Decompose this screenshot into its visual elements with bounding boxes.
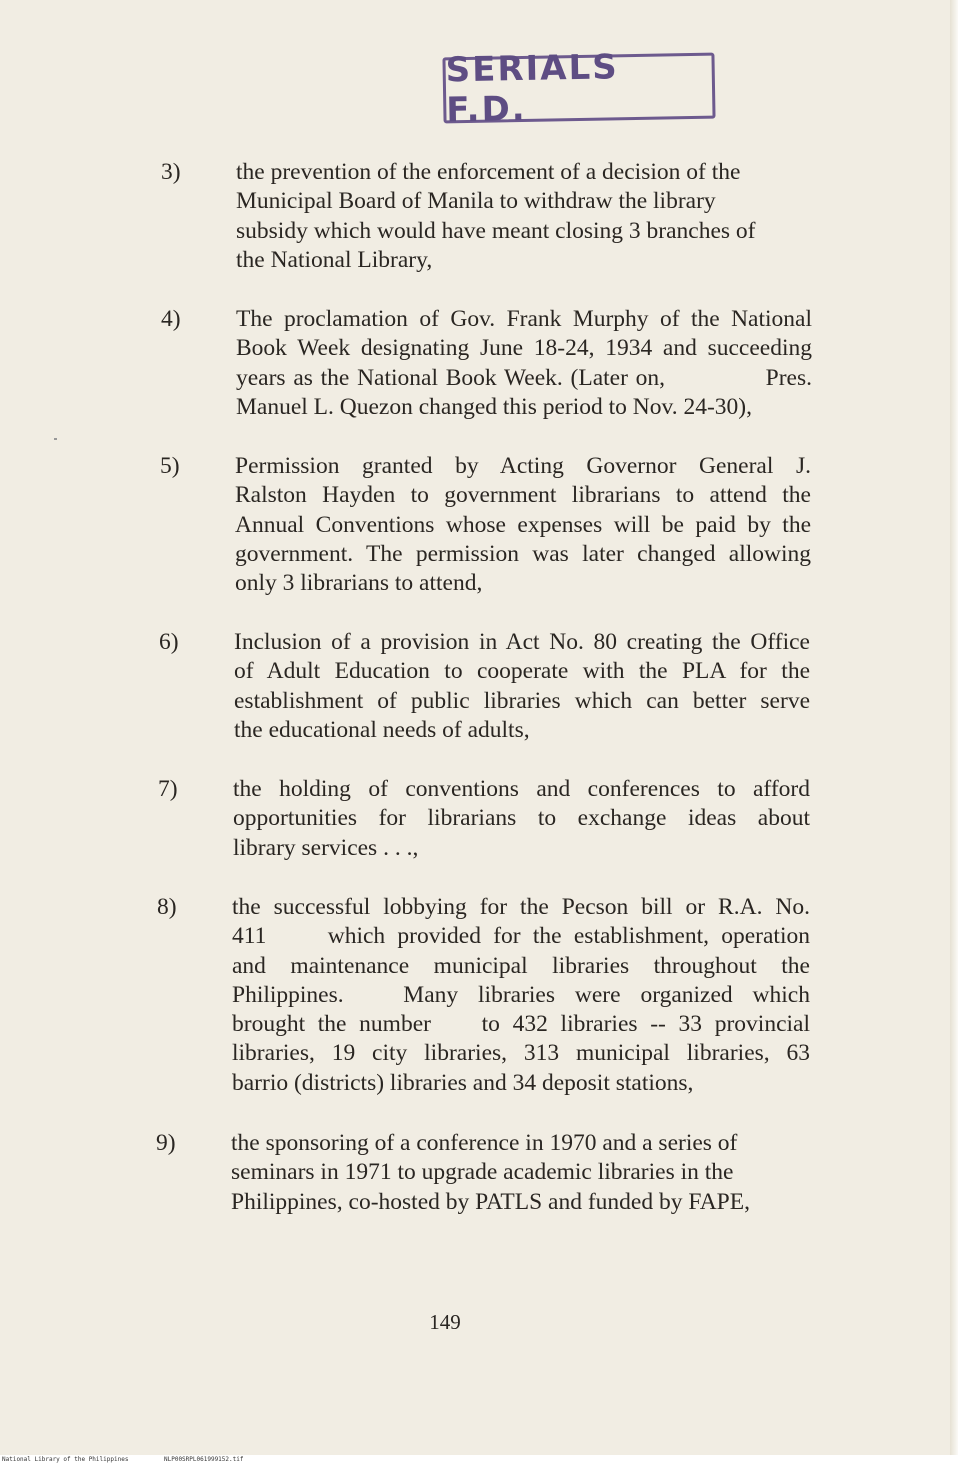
item-line: years as the National Book Week. (Later on, Pres. bbox=[236, 364, 812, 391]
page-edge bbox=[950, 0, 958, 1458]
item-line: Book Week designating June 18-24, 1934 and succeeding bbox=[236, 335, 812, 362]
stamp-text: SERIALS F.D. bbox=[445, 47, 620, 131]
item-line: Municipal Board of Manila to withdraw the library bbox=[236, 188, 716, 215]
item-number: 3) bbox=[161, 159, 181, 185]
item-line: seminars in 1971 to upgrade academic libraries in the bbox=[231, 1159, 734, 1186]
footer-file: NLP00SRPL061999152.tif bbox=[164, 1456, 244, 1463]
list-item bbox=[159, 628, 810, 745]
list-item bbox=[158, 775, 810, 863]
item-line: Permission granted by Acting Governor General J. bbox=[235, 453, 811, 479]
item-line: Ralston Hayden to government librarians to attend the bbox=[235, 482, 811, 509]
item-line: Philippines. Many libraries were organized which bbox=[232, 981, 810, 1008]
item-line: establishment of public libraries which can better serve bbox=[234, 687, 810, 714]
item-line: Philippines, co-hosted by PATLS and funded by FAPE, bbox=[231, 1188, 750, 1215]
item-line: the successful lobbying for the Pecson bill or R.A. No. bbox=[232, 894, 810, 920]
item-line: the educational needs of adults, bbox=[234, 716, 530, 743]
item-line: library services . . ., bbox=[233, 834, 419, 861]
item-line: of Adult Education to cooperate with the PLA for the bbox=[234, 658, 810, 685]
item-line: government. The permission was later changed allowing bbox=[235, 540, 811, 567]
item-line: barrio (districts) libraries and 34 deposit stations, bbox=[232, 1069, 694, 1096]
item-line: and maintenance municipal libraries throughout the bbox=[232, 952, 810, 979]
item-line: the sponsoring of a conference in 1970 and a series of bbox=[231, 1130, 738, 1156]
item-line: The proclamation of Gov. Frank Murphy of the National bbox=[236, 306, 812, 332]
item-number: 5) bbox=[160, 453, 180, 479]
item-line: Annual Conventions whose expenses will be paid by the bbox=[235, 511, 811, 538]
item-line: libraries, 19 city libraries, 313 municipal libraries, 63 bbox=[232, 1040, 810, 1067]
footer-source: National Library of the Philippines bbox=[2, 1456, 129, 1463]
footer-strip bbox=[0, 1455, 958, 1465]
page-number: 149 bbox=[429, 1310, 461, 1334]
item-line: 411 which provided for the establishment, operation bbox=[232, 923, 810, 950]
item-number: 4) bbox=[161, 306, 181, 332]
item-line: brought the number to 432 libraries -- 33 provincial bbox=[232, 1011, 810, 1038]
item-line: the holding of conventions and conferences to afford bbox=[233, 776, 810, 802]
item-number: 6) bbox=[159, 629, 179, 655]
list-item bbox=[160, 452, 811, 598]
list-item bbox=[161, 158, 816, 275]
item-line: only 3 librarians to attend, bbox=[235, 570, 483, 597]
scan-speck bbox=[54, 438, 57, 440]
item-line: Inclusion of a provision in Act No. 80 creating the Office bbox=[234, 629, 810, 655]
item-number: 8) bbox=[157, 894, 177, 920]
item-number: 9) bbox=[156, 1130, 176, 1156]
item-line: the National Library, bbox=[236, 246, 433, 273]
item-line: the prevention of the enforcement of a decision of the bbox=[236, 159, 741, 185]
item-line: subsidy which would have meant closing 3 branches of bbox=[236, 217, 756, 244]
serials-stamp bbox=[442, 47, 715, 131]
list-item bbox=[156, 1129, 811, 1217]
list-item bbox=[157, 893, 810, 1098]
item-line: Manuel L. Quezon changed this period to Nov. 24-30), bbox=[236, 393, 753, 420]
list-item bbox=[161, 305, 812, 422]
item-number: 7) bbox=[158, 776, 178, 802]
item-line: opportunities for librarians to exchange ideas about bbox=[233, 805, 810, 832]
